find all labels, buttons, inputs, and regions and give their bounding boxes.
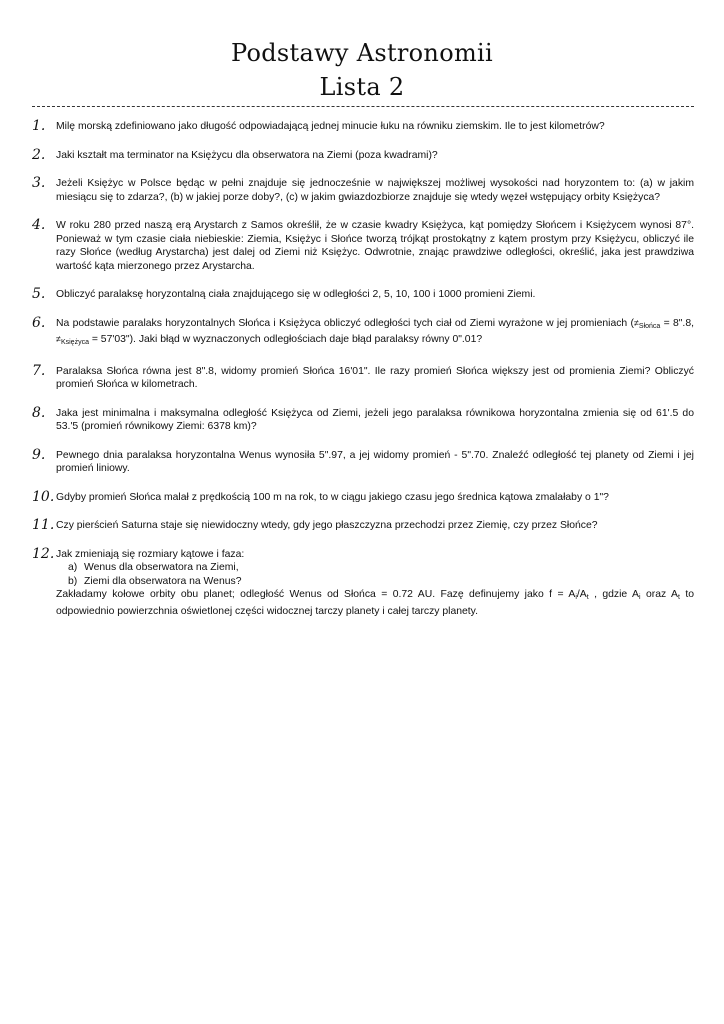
sub-item-list <box>68 561 694 588</box>
problem-text-part: oraz A <box>640 589 678 600</box>
problem-text: Gdyby promień Słońca malał z prędkością 100 m na rok, to w ciągu jakiego czasu jego średnica kątowa zmalałaby o 1"? <box>56 491 609 503</box>
problem-number: 3. <box>32 175 46 191</box>
problem-number: 4. <box>32 217 46 233</box>
problem-text: Jeżeli Księżyc w Polsce będąc w pełni znajduje się jednocześnie w największej możliwej wysokości nad horyzontem to: (a) w jakim miesiącu się to zdarza?, (b) w jakiej porze doby?, (c) w jakim gwiazdozbiorze znajduje się wtedy węzeł wstępujący orbity Księżyca? <box>56 178 694 203</box>
problem-3 <box>32 177 694 204</box>
problem-number: 9. <box>32 446 46 463</box>
problem-number: 1. <box>32 118 46 134</box>
subscript: t <box>677 594 680 601</box>
problem-2 <box>32 146 694 163</box>
sub-item-label: a) <box>68 562 78 573</box>
problem-4 <box>32 219 694 273</box>
problem-8 <box>32 404 694 434</box>
problem-number: 12. <box>32 545 55 562</box>
problem-9 <box>32 446 694 476</box>
problem-text-part: = 8".8, <box>660 317 694 329</box>
header-divider <box>32 106 694 107</box>
problem-text-part: Na podstawie paralaks horyzontalnych Słońca i Księżyca obliczyć odległości tych ciał od Ziemi wyrażone w jej promieniach ( <box>56 317 634 329</box>
problem-text-part: /A <box>576 589 587 600</box>
subscript: i <box>639 594 641 601</box>
problem-1 <box>32 120 694 134</box>
problem-text: Obliczyć paralaksę horyzontalną ciała znajdującego się w odległości 2, 5, 10, 100 i 1000 promieni Ziemi. <box>56 289 536 300</box>
sub-item-text: Wenus dla obserwatora na Ziemi, <box>84 562 239 573</box>
problem-text-part: , gdzie A <box>588 589 639 600</box>
sub-item <box>68 561 694 575</box>
sub-item-text: Ziemi dla obserwatora na Wenus? <box>84 575 242 587</box>
subscript: t <box>586 594 589 601</box>
problem-5 <box>32 288 694 302</box>
subscript: i <box>575 594 577 601</box>
problem-number: 10. <box>32 488 55 505</box>
problem-number: 11. <box>32 517 55 533</box>
problem-text-part: = 57'03"). Jaki błąd w wyznaczonych odległościach daje błąd paralaksy równy 0".01? <box>88 334 483 345</box>
subscript-sun: Słońca <box>638 322 661 330</box>
parallax-symbol: ≠ <box>56 334 61 344</box>
problem-intro: Jak zmieniają się rozmiary kątowe i faza: <box>56 548 245 560</box>
problem-7 <box>32 362 694 392</box>
problem-6 <box>32 314 694 350</box>
problem-text: Milę morską zdefiniowano jako długość odpowiadającą jednej minucie łuku na równiku ziemskim. Ile to jest kilometrów? <box>56 121 605 132</box>
problem-text: Paralaksa Słońca równa jest 8".8, widomy promień Słońca 16'01". Ile razy promień Słońca większy jest od promienia Ziemi? Obliczyć promień Słońca w kilometrach. <box>56 365 694 390</box>
problem-text: Pewnego dnia paralaksa horyzontalna Wenus wynosiła 5".97, a jej widomy promień - 5".70. Znaleźć odległość tej planety od Ziemi i jej promień liniowy. <box>56 449 694 474</box>
problem-text: Jaka jest minimalna i maksymalna odległość Księżyca od Ziemi, jeżeli jego paralaksa równikowa horyzontalna zmienia się od 61'.5 do 53.'5 (promień równikowy Ziemi: 6378 km)? <box>56 407 694 432</box>
problem-11 <box>32 519 694 533</box>
problem-12 <box>32 545 695 619</box>
problem-text <box>56 317 694 350</box>
problem-list <box>32 120 694 633</box>
problem-text <box>56 588 694 618</box>
problem-10 <box>32 488 694 505</box>
problem-number: 2. <box>32 146 46 163</box>
problem-text: W roku 280 przed naszą erą Arystarch z Samos określił, że w czasie kwadry Księżyca, kąt pomiędzy Słońcem i Księżycem wynosi 87°. Ponieważ w tym czasie ciała niebieskie: Ziemia, Księżyc i Słońce tworzą trójkąt prostokątny z kątem prostym przy Księżycu, obliczyć ile razy Słońce (według Arystarcha) jest dalej od Ziemi niż Księżyc. Odwrotnie, znając prawdziwe odległości, określić, jaka jest prawdziwa wartość kąta mierzonego przez Arystarcha. <box>56 220 694 272</box>
problem-text-part: to odpowiednio powierzchnia oświetlonej części widocznej tarczy planety i całej tarczy planety. <box>56 589 695 617</box>
problem-number: 6. <box>32 314 46 331</box>
sub-item-label: b) <box>68 575 78 587</box>
sub-item <box>68 575 694 589</box>
problem-number: 8. <box>32 404 46 421</box>
subscript-moon: Księżyca <box>60 339 89 346</box>
parallax-symbol: ≠ <box>633 317 639 328</box>
problem-number: 5. <box>32 286 46 302</box>
problem-text: Jaki kształt ma terminator na Księżycu dla obserwatora na Ziemi (poza kwadrami)? <box>56 149 438 161</box>
problem-number: 7. <box>32 362 46 379</box>
document-subtitle: Lista 2 <box>319 73 405 101</box>
document-header <box>0 36 724 104</box>
problem-text-part: Zakładamy kołowe orbity obu planet; odległość Wenus od Słońca = 0.72 AU. Fazę definujemy jako f = A <box>56 589 576 600</box>
problem-text: Czy pierścień Saturna staje się niewidoczny wtedy, gdy jego płaszczyzna przechodzi przez Ziemię, czy przez Słońce? <box>56 520 598 531</box>
document-title: Podstawy Astronomii <box>231 39 493 67</box>
